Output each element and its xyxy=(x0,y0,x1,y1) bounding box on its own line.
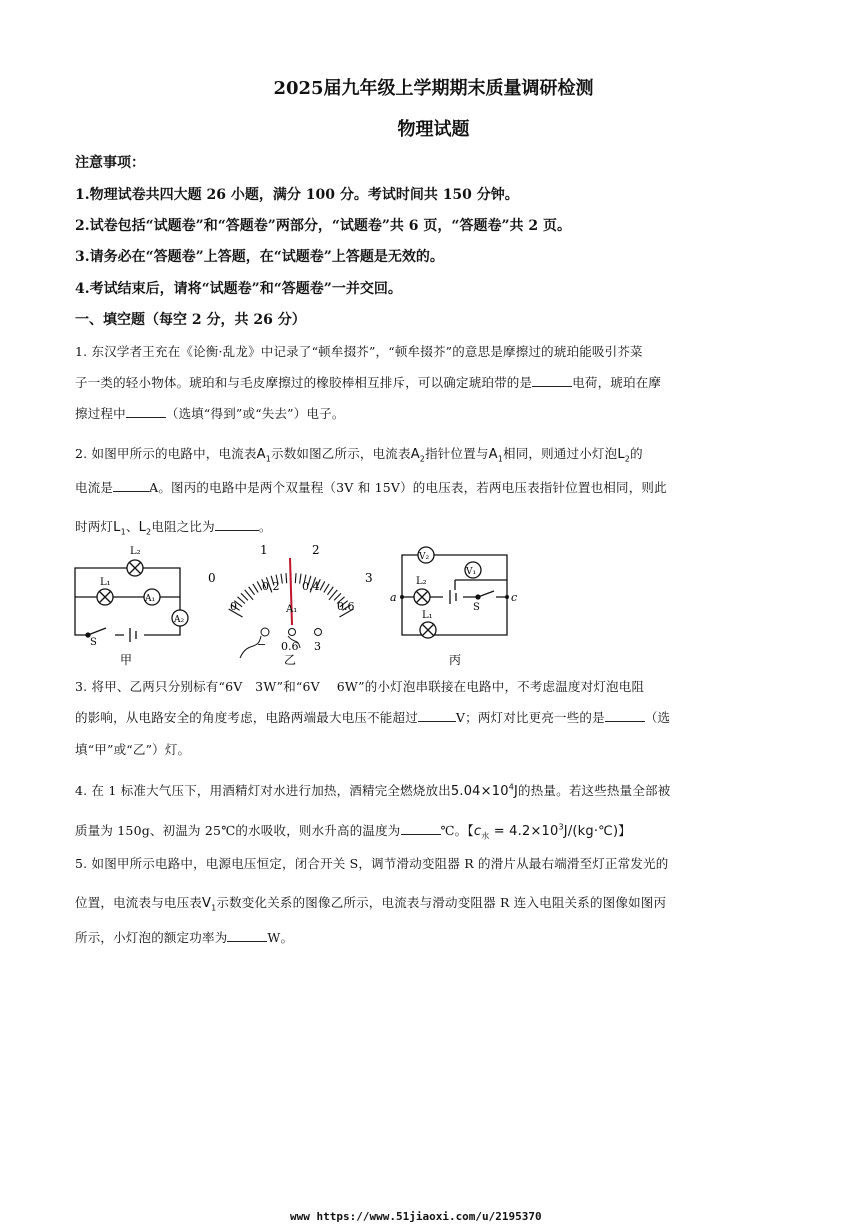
dial-inner-2: 0.4 xyxy=(302,580,320,593)
circuit-bing xyxy=(402,547,507,638)
notes-heading: 注意事项： xyxy=(75,155,145,171)
q2-text: 示数如图乙所示，电流表 xyxy=(271,446,411,461)
terminal-minus: − xyxy=(257,638,267,651)
q2-text: 、 xyxy=(125,519,139,534)
q4-text: 质量为 150g、初温为 25℃的水吸收，则水升高的温度为 xyxy=(75,823,401,838)
q5-text: 示数变化关系的图像乙所示，电流表与滑动变阻器 R 连入电阻关系的图像如图丙 xyxy=(216,895,667,910)
label-a1: A₁ xyxy=(145,594,156,604)
ammeter-symbol: $A_2$ xyxy=(410,447,426,464)
q1-line3 xyxy=(75,404,345,422)
node-a: a xyxy=(390,591,397,604)
dial-meter-label: A₁ xyxy=(286,604,298,615)
q1-text: 擦过程中 xyxy=(75,406,126,421)
q3-line2 xyxy=(75,708,670,726)
q5-line3 xyxy=(75,928,293,946)
answer-blank[interactable] xyxy=(418,709,456,722)
dial-tick xyxy=(286,573,287,583)
q5-text: 位置，电流表与电压表 xyxy=(75,895,203,910)
q1-text: 电荷，琥珀在摩 xyxy=(572,375,662,390)
q1-line2 xyxy=(75,373,661,391)
q2-text: 指针位置与 xyxy=(425,446,489,461)
note-item: 1.物理试卷共四大题 26 小题，满分 100 分。考试时间共 150 分钟。 xyxy=(75,187,519,203)
q2-text: 相同，则通过小灯泡 xyxy=(503,446,618,461)
label-l1: L₁ xyxy=(422,610,433,621)
q5-line1: 5. 如图甲所示电路中，电源电压恒定，闭合开关 S，调节滑动变阻器 R 的滑片从最右端滑至灯正常发光的 xyxy=(75,856,669,871)
answer-blank[interactable] xyxy=(126,405,166,418)
dial-tick xyxy=(237,597,244,604)
q2-text: 电流是 xyxy=(75,480,114,495)
dial-outer-2: 2 xyxy=(312,543,320,557)
label-l2: L₂ xyxy=(416,576,427,587)
q5-text: 所示，小灯泡的额定功率为 xyxy=(75,930,228,945)
dial-inner-0: 0 xyxy=(230,600,237,613)
answer-blank[interactable] xyxy=(532,374,572,387)
answer-blank[interactable] xyxy=(605,709,645,722)
q2-line2 xyxy=(75,478,667,496)
q3-line3: 填“甲”或“乙”）灯。 xyxy=(75,742,191,757)
note-item: 2.试卷包括“试题卷”和“答题卷”两部分，“试题卷”共 6 页，“答题卷”共 2 页。 xyxy=(75,218,572,234)
lamp-symbol: $L_2$ xyxy=(617,447,631,464)
note-item: 4.考试结束后，请将“试题卷”和“答题卷”一并交回。 xyxy=(75,281,402,297)
label-l1: L₁ xyxy=(100,577,111,588)
q3-line1: 3. 将甲、乙两只分别标有“6V 3W”和“6V 6W”的小灯泡串联接在电路中，不考虑温度对灯泡电阻 xyxy=(75,679,645,694)
q4-text: 4. 在 1 标准大气压下，用酒精灯对水进行加热，酒精完全燃烧放出 xyxy=(75,783,451,798)
answer-blank[interactable] xyxy=(113,479,149,492)
q3-text: 的影响，从电路安全的角度考虑，电路两端最大电压不能超过 xyxy=(75,710,418,725)
dial-inner-3: 0.6 xyxy=(337,600,355,613)
ammeter-symbol: $A_1$ xyxy=(256,447,271,464)
caption-bing: 丙 xyxy=(449,653,462,667)
terminal-3: 3 xyxy=(314,640,321,653)
dial-outer-0: 0 xyxy=(208,571,216,585)
answer-blank[interactable] xyxy=(227,929,267,942)
q4-text: ℃。【 xyxy=(440,823,474,838)
label-a2: A₂ xyxy=(174,615,185,625)
q4-text: 】 xyxy=(618,823,631,838)
q5-line2 xyxy=(75,893,666,913)
dial-tick xyxy=(320,581,325,590)
label-s: S xyxy=(473,602,480,613)
q2-text: 时两灯 xyxy=(75,519,114,534)
exam-title: 2025届九年级上学期期末质量调研检测 xyxy=(273,78,594,99)
caption-yi: 乙 xyxy=(284,653,297,667)
lamp-symbol: $L_2$ xyxy=(138,520,152,537)
q2-text: 2. 如图甲所示的电路中，电流表 xyxy=(75,446,257,461)
q2-line3 xyxy=(75,517,272,537)
dial-tick xyxy=(249,587,255,595)
label-v2: V₂ xyxy=(419,552,430,562)
node-c: c xyxy=(511,591,518,604)
ammeter-symbol: $A_1$ xyxy=(488,447,503,464)
dial-tick xyxy=(253,584,258,592)
dial-outer-3: 3 xyxy=(365,571,373,585)
dial-tick xyxy=(295,573,296,583)
q2-text: 。 xyxy=(258,519,272,534)
dial-tick xyxy=(281,574,282,584)
dial-tick xyxy=(324,584,329,592)
label-v1: V₁ xyxy=(466,567,477,577)
q1-text: （选填“得到”或“失去”）电子。 xyxy=(165,406,345,421)
figures-panel xyxy=(60,540,530,670)
q1-line1: 1. 东汉学者王充在《论衡·乱龙》中记录了“顿牟掇芥”，“顿牟掇芥”的意思是摩擦过的琥珀能吸引芥菜 xyxy=(75,344,643,359)
q3-text: （选 xyxy=(644,710,671,725)
answer-blank[interactable] xyxy=(215,518,259,531)
q3-text: V；两灯对比更亮一些的是 xyxy=(455,710,605,725)
answer-blank[interactable] xyxy=(401,822,441,835)
q4-line1 xyxy=(75,781,670,799)
terminal-icon xyxy=(261,628,269,636)
q2-text: 的 xyxy=(630,446,643,461)
exam-subtitle: 物理试题 xyxy=(397,119,470,140)
q2-line1 xyxy=(75,444,643,464)
dial-inner-1: 0.2 xyxy=(262,580,280,593)
dial-outer-1: 1 xyxy=(260,543,268,557)
heat-value: $5.04\times 10^4J$ xyxy=(450,782,519,799)
terminal-icon xyxy=(315,629,322,636)
q2-text: 电阻之比为 xyxy=(151,519,215,534)
label-s: S xyxy=(90,637,97,648)
note-item: 3.请务必在“答题卷”上答题，在“试题卷”上答题是无效的。 xyxy=(75,249,444,265)
terminal-icon xyxy=(289,629,296,636)
lamp-symbol: $L_1$ xyxy=(113,520,126,537)
label-l2: L₂ xyxy=(130,546,141,557)
dial-tick xyxy=(241,593,248,600)
voltmeter-symbol: $V_1$ xyxy=(202,896,217,913)
q5-text: W。 xyxy=(267,930,294,945)
section-heading: 一、填空题（每空 2 分，共 26 分） xyxy=(75,312,306,328)
dial-tick xyxy=(327,587,333,595)
q1-text: 子一类的轻小物体。琥珀和与毛皮摩擦过的橡胶棒相互排斥，可以确定琥珀带的是 xyxy=(75,375,533,390)
caption-jia: 甲 xyxy=(120,653,133,667)
specific-heat-formula: $c_水$ = $4.2\times 10^3J/(kg\cdot℃)$ xyxy=(473,822,619,841)
dial-tick xyxy=(300,574,301,584)
footer-watermark[interactable]: www https://www.51jiaoxi.com/u/2195370 xyxy=(290,1210,542,1223)
q2-text: A。图丙的电路中是两个双量程（3V 和 15V）的电压表，若两电压表指针位置也相同，则此 xyxy=(149,480,667,495)
q4-text: 的热量。若这些热量全部被 xyxy=(518,783,671,798)
circuit-jia xyxy=(75,560,188,642)
q4-line2 xyxy=(75,821,631,842)
terminal-06: 0.6 xyxy=(281,640,299,653)
